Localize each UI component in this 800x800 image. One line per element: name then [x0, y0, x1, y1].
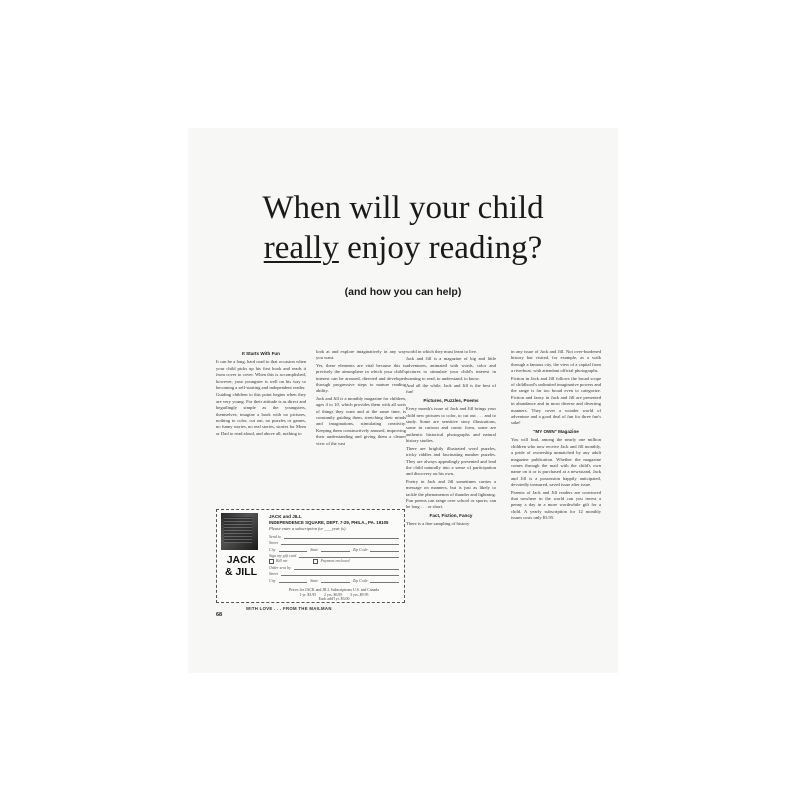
bill-me-label: Bill me: [276, 558, 288, 564]
paragraph: It can be a long, hard road to that occasion when your child picks up his first book and reads it from cover to cover. When this is accomplished, however, your youngster is well on his way to becoming a self-starting and independent reader.: [216, 359, 306, 391]
field-label: City: [269, 577, 276, 583]
price-list: [269, 588, 399, 602]
magazine-stack-image: [221, 513, 258, 550]
city-row-2: [269, 576, 399, 582]
headline-emphasis: really: [263, 230, 339, 266]
state-line-2[interactable]: [321, 577, 350, 583]
bill-me-checkbox[interactable]: [269, 559, 274, 564]
paragraph: world in which they must learn to live.: [406, 349, 478, 354]
gift-card-row: [269, 552, 399, 558]
paragraph: Jack and Jill is a magazine of big and little adventures, animated with words, color and pictures to stimulate your child's interest in wanting to read, to understand, to know.: [406, 356, 496, 381]
price-options: 1 yr. $3.95 2 yrs. $6.95 3 yrs. $9.95: [299, 592, 369, 597]
article-column-4: [511, 349, 601, 619]
field-label: Sign my gift card: [269, 552, 297, 558]
state-line[interactable]: [321, 546, 350, 552]
coupon-fields: [269, 533, 399, 583]
coupon-footer: WITH LOVE . . . FROM THE MAILMAN: [246, 606, 332, 611]
street-row: [269, 539, 399, 545]
paragraph: Yet, these elements are vital because this is precisely the atmosphere in which your child's interest can be aroused, directed and developed through progressive steps to mature reading ability.: [316, 362, 406, 394]
field-label: Order sent by: [269, 565, 291, 571]
article-column-1: [216, 349, 306, 457]
section-heading: Pictures, Puzzles, Poems: [423, 397, 479, 403]
zip-line-2[interactable]: [370, 577, 399, 583]
field-label: Zip Code: [352, 577, 368, 583]
section-heading: "MY OWN" Magazine: [533, 428, 579, 434]
field-label: Zip Code: [352, 546, 368, 552]
city-line-2[interactable]: [279, 577, 308, 583]
headline-line-1: When will your child: [262, 190, 544, 226]
subheadline: (and how you can help): [344, 286, 462, 298]
field-label: City: [269, 546, 276, 552]
paragraph: There is a fine sampling of history: [406, 521, 470, 527]
subscription-coupon: [216, 509, 405, 603]
article-column-3: [406, 349, 496, 649]
headline: [188, 188, 618, 268]
field-label: Street: [269, 540, 279, 546]
coupon-instruction: Please enter a subscription for ___ year (s).: [269, 526, 347, 531]
coupon-title: JACK and JILL: [269, 514, 302, 519]
coupon-address: INDEPENDENCE SQUARE, DEPT. 7-29, PHILA., PA. 19105: [269, 520, 389, 525]
paragraph: Jack and Jill is a monthly magazine for children, ages 4 to 10, which provides them with all sorts of things they want and at the same time, is constantly guiding them, stretching their minds and imaginations, stimulating creativity. Keeping them constructively amused, improving their understanding and giving them a clearer view of the vast: [316, 395, 406, 446]
send-to-line[interactable]: [284, 533, 399, 539]
paragraph: Fiction in Jack and Jill follows the broad scope of childhood's unlimited imaginative powers and the range is far too broad even to categorize. Fiction and fancy in Jack and Jill are presented in abundance and in most diverse and diverting manners. They cover a wonder world of adventure and a good deal of fun for three fun's sake!: [511, 375, 601, 426]
paragraph: Poetry in Jack and Jill sometimes carries a message on manners, but is just as likely to tackle the phenomenon of thunder and lightning. Fun poems can range over school or sports; can be long . . . or short.: [406, 478, 496, 510]
article-column-2: [316, 349, 406, 457]
paragraph: You will find, among the nearly one million children who now receive Jack and Jill monthly, a pride of ownership unmatched by any adult magazine publication. Whether the magazine comes through the mail with the child's own name on it or is purchased at a newsstand, Jack and Jill is a possession happily anticipated, devotedly treasured, saved issue after issue.: [511, 437, 601, 488]
paragraph: Parents of Jack and Jill readers are convinced that nowhere in the world can you invest a penny a day in a more worthwhile gift for a child. A yearly subscription for 12 monthly issues costs only $3.95.: [511, 489, 601, 521]
payment-option[interactable]: [313, 558, 349, 564]
page-number: 68: [216, 612, 223, 618]
send-to-row: [269, 533, 399, 539]
brand-line-1: JACK: [226, 554, 256, 566]
headline-line-2-rest: enjoy reading?: [338, 230, 543, 266]
street-row-2: [269, 570, 399, 576]
order-sent-by-row: [269, 564, 399, 570]
order-sent-by-line[interactable]: [294, 564, 399, 570]
bill-me-option[interactable]: [269, 558, 287, 564]
paragraph: There are brightly illustrated word puzzles, tricky riddles and fascinating number puzzles. They are always appealingly presented and lead the child naturally into a sense of participation and discovery on his own.: [406, 445, 496, 477]
section-heading: It Starts With Fun: [242, 351, 280, 356]
paragraph: Every month's issue of Jack and Jill brings your child new pictures to color, to cut out . . . and to study. Some are sensitive story illustrations, some in cartoon and comic form, some are authentic historical photographs and natural history studies.: [406, 406, 496, 444]
brand-logo: [219, 554, 263, 578]
city-line[interactable]: [279, 546, 308, 552]
paragraph: look at and explore imaginatively in any way you want.: [316, 349, 406, 361]
brand-line-2: & JILL: [224, 566, 258, 578]
field-label: State: [310, 546, 319, 552]
paragraph: And all the while, Jack and Jill is the best of fun!: [406, 383, 496, 395]
price-heading: Prices for JACK and JILL Subscriptions U.S. and Canada: [289, 588, 379, 592]
street-line-2[interactable]: [281, 570, 399, 576]
headline-line-2: [188, 228, 618, 268]
field-label: Street: [269, 571, 279, 577]
city-row: [269, 545, 399, 551]
paragraph: Guiding children to this point begins when they are very young. For their attitude is as direct and beguilingly simple as the youngsters, themselves; imagine a book with no pictures, nothing to color, cut out, no puzzles or games, no funny stories, no real stories, stories for Mom or Dad to read aloud, and above all, nothing to: [216, 392, 306, 436]
street-line[interactable]: [281, 539, 399, 545]
zip-line[interactable]: [370, 546, 399, 552]
field-label: Send to: [269, 534, 281, 540]
section-heading: Fact, Fiction, Fancy: [429, 512, 473, 518]
payment-label: Payment enclosed: [320, 558, 350, 564]
magazine-page: [188, 128, 618, 673]
price-additional: Each add'l yr. $3.00: [318, 597, 350, 602]
gift-card-line[interactable]: [299, 552, 399, 558]
paragraph: in any issue of Jack and Jill. Not over-burdened history but visited, for example, as a walk through a famous city, the view of a capital from a riverboat, with attendant official photographs.: [511, 349, 601, 374]
field-label: State: [310, 577, 319, 583]
